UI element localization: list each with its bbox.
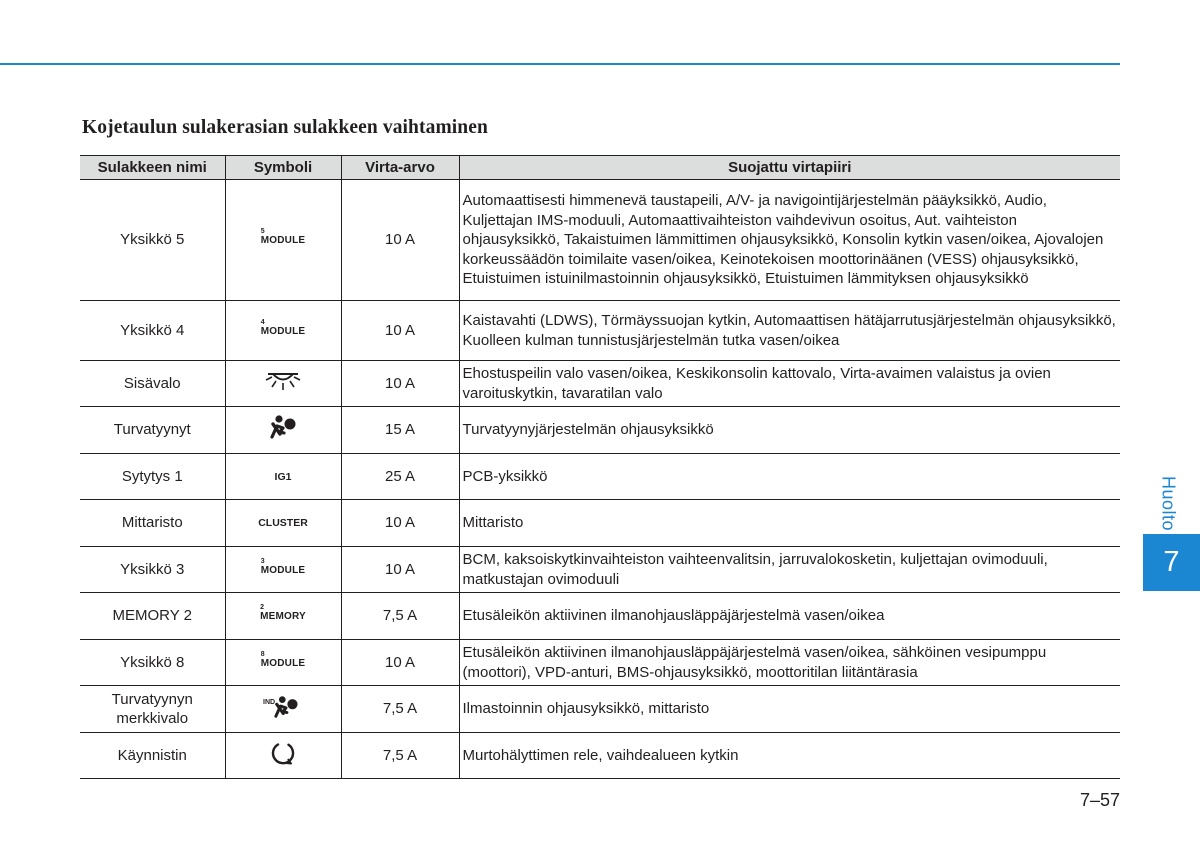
fuse-symbol (225, 640, 341, 686)
fuse-rating: 15 A (341, 407, 459, 454)
fuse-circuit: Mittaristo (459, 500, 1120, 547)
module-symbol: 4 MODULE (260, 318, 306, 337)
fuse-name: Turvatyynyn merkkivalo (80, 686, 225, 733)
fuse-symbol (225, 361, 341, 407)
table-row (80, 361, 1120, 407)
table-row (80, 500, 1120, 547)
fuse-circuit: Ehostuspeilin valo vasen/oikea, Keskikonsolin kattovalo, Virta-avaimen valaistus ja ovien varoituskytkin, tavaratilan valo (459, 361, 1120, 407)
section-title: Kojetaulun sulakerasian sulakkeen vaihtaminen (82, 117, 488, 138)
starter-icon (269, 740, 297, 766)
header-symbol: Symboli (225, 156, 341, 180)
airbag-indicator-symbol: IND (263, 693, 303, 719)
chapter-tab: 7 (1143, 534, 1200, 591)
fuse-name: Mittaristo (80, 500, 225, 547)
table-row (80, 180, 1120, 301)
fuse-circuit: BCM, kaksoiskytkinvaihteiston vaihteenvalitsin, jarruvalokosketin, kuljettajan ovimoduuli, matkustajan ovimoduuli (459, 547, 1120, 593)
table-header-row (80, 156, 1120, 180)
ig1-symbol: IG1 (274, 470, 292, 483)
fuse-circuit: Murtohälyttimen rele, vaihdealueen kytkin (459, 733, 1120, 779)
header-fuse-name: Sulakkeen nimi (80, 156, 225, 180)
fuse-circuit: Etusäleikön aktiivinen ilmanohjausläppäjärjestelmä vasen/oikea, sähköinen vesipumppu (moottori), VPD-anturi, BMS-ohjausyksikkö, moottoritilan liitäntärasia (459, 640, 1120, 686)
fuse-symbol (225, 547, 341, 593)
top-rule (0, 63, 1120, 65)
interior-lamp-icon (264, 370, 302, 392)
fuse-symbol (225, 407, 341, 454)
fuse-name: Sytytys 1 (80, 454, 225, 500)
memory-symbol: 2 MEMORY (260, 604, 306, 623)
fuse-rating: 10 A (341, 180, 459, 301)
fuse-name: Turvatyynyt (80, 407, 225, 454)
table-row (80, 593, 1120, 640)
fuse-symbol (225, 454, 341, 500)
fuse-rating: 10 A (341, 500, 459, 547)
fuse-name: Yksikkö 8 (80, 640, 225, 686)
module-symbol: 3 MODULE (260, 557, 306, 576)
table-row (80, 301, 1120, 361)
table-row (80, 640, 1120, 686)
fuse-circuit: Ilmastoinnin ohjausyksikkö, mittaristo (459, 686, 1120, 733)
fuse-name: MEMORY 2 (80, 593, 225, 640)
module-symbol: 5 MODULE (260, 228, 306, 247)
fuse-symbol (225, 301, 341, 361)
fuse-rating: 10 A (341, 640, 459, 686)
fuse-name: Yksikkö 3 (80, 547, 225, 593)
fuse-circuit: Kaistavahti (LDWS), Törmäyssuojan kytkin, Automaattisen hätäjarrutusjärjestelmän ohjausyksikkö, Kuolleen kulman tunnistusjärjestelmän tutka vasen/oikea (459, 301, 1120, 361)
table-row (80, 454, 1120, 500)
table-row (80, 686, 1120, 733)
fuse-circuit: PCB-yksikkö (459, 454, 1120, 500)
fuse-name: Yksikkö 4 (80, 301, 225, 361)
module-symbol: 8 MODULE (260, 650, 306, 669)
fuse-rating: 7,5 A (341, 593, 459, 640)
fuse-rating: 25 A (341, 454, 459, 500)
fuse-table (80, 155, 1120, 779)
fuse-symbol (225, 593, 341, 640)
fuse-rating: 10 A (341, 301, 459, 361)
fuse-symbol (225, 500, 341, 547)
fuse-symbol (225, 180, 341, 301)
airbag-icon (269, 414, 297, 440)
fuse-symbol (225, 686, 341, 733)
table-row (80, 547, 1120, 593)
fuse-symbol (225, 733, 341, 779)
chapter-side-label: Huolto (1158, 476, 1179, 532)
fuse-rating: 10 A (341, 361, 459, 407)
header-circuit: Suojattu virtapiiri (459, 156, 1120, 180)
header-rating: Virta-arvo (341, 156, 459, 180)
airbag-indicator-icon (273, 695, 299, 719)
fuse-circuit: Etusäleikön aktiivinen ilmanohjausläppäjärjestelmä vasen/oikea (459, 593, 1120, 640)
table-row (80, 407, 1120, 454)
fuse-rating: 7,5 A (341, 733, 459, 779)
fuse-circuit: Automaattisesti himmenevä taustapeili, A/V- ja navigointijärjestelmän pääyksikkö, Audio, Kuljettajan IMS-moduuli, Automaattivaihteiston vaihdevivun osoitus, Aut. vaihteiston ohjausyksikkö, Takaistuimen lämmittimen ohjausyksikkö, Konsolin kytkin vasen/oikea, Ajovalojen korkeussäädön toimilaite vasen/oikea, Keinotekoisen moottorinäänen (VESS) ohjausyksikkö, Etuistuimen istuinilmastoinnin ohjausyksikkö, Etuistuimen lämmityksen ohjausyksikkö (459, 180, 1120, 301)
table-row (80, 733, 1120, 779)
fuse-rating: 10 A (341, 547, 459, 593)
page-number: 7–57 (1080, 790, 1121, 810)
fuse-name: Käynnistin (80, 733, 225, 779)
cluster-symbol: CLUSTER (258, 517, 308, 530)
fuse-name: Yksikkö 5 (80, 180, 225, 301)
fuse-circuit: Turvatyynyjärjestelmän ohjausyksikkö (459, 407, 1120, 454)
fuse-name: Sisävalo (80, 361, 225, 407)
fuse-rating: 7,5 A (341, 686, 459, 733)
